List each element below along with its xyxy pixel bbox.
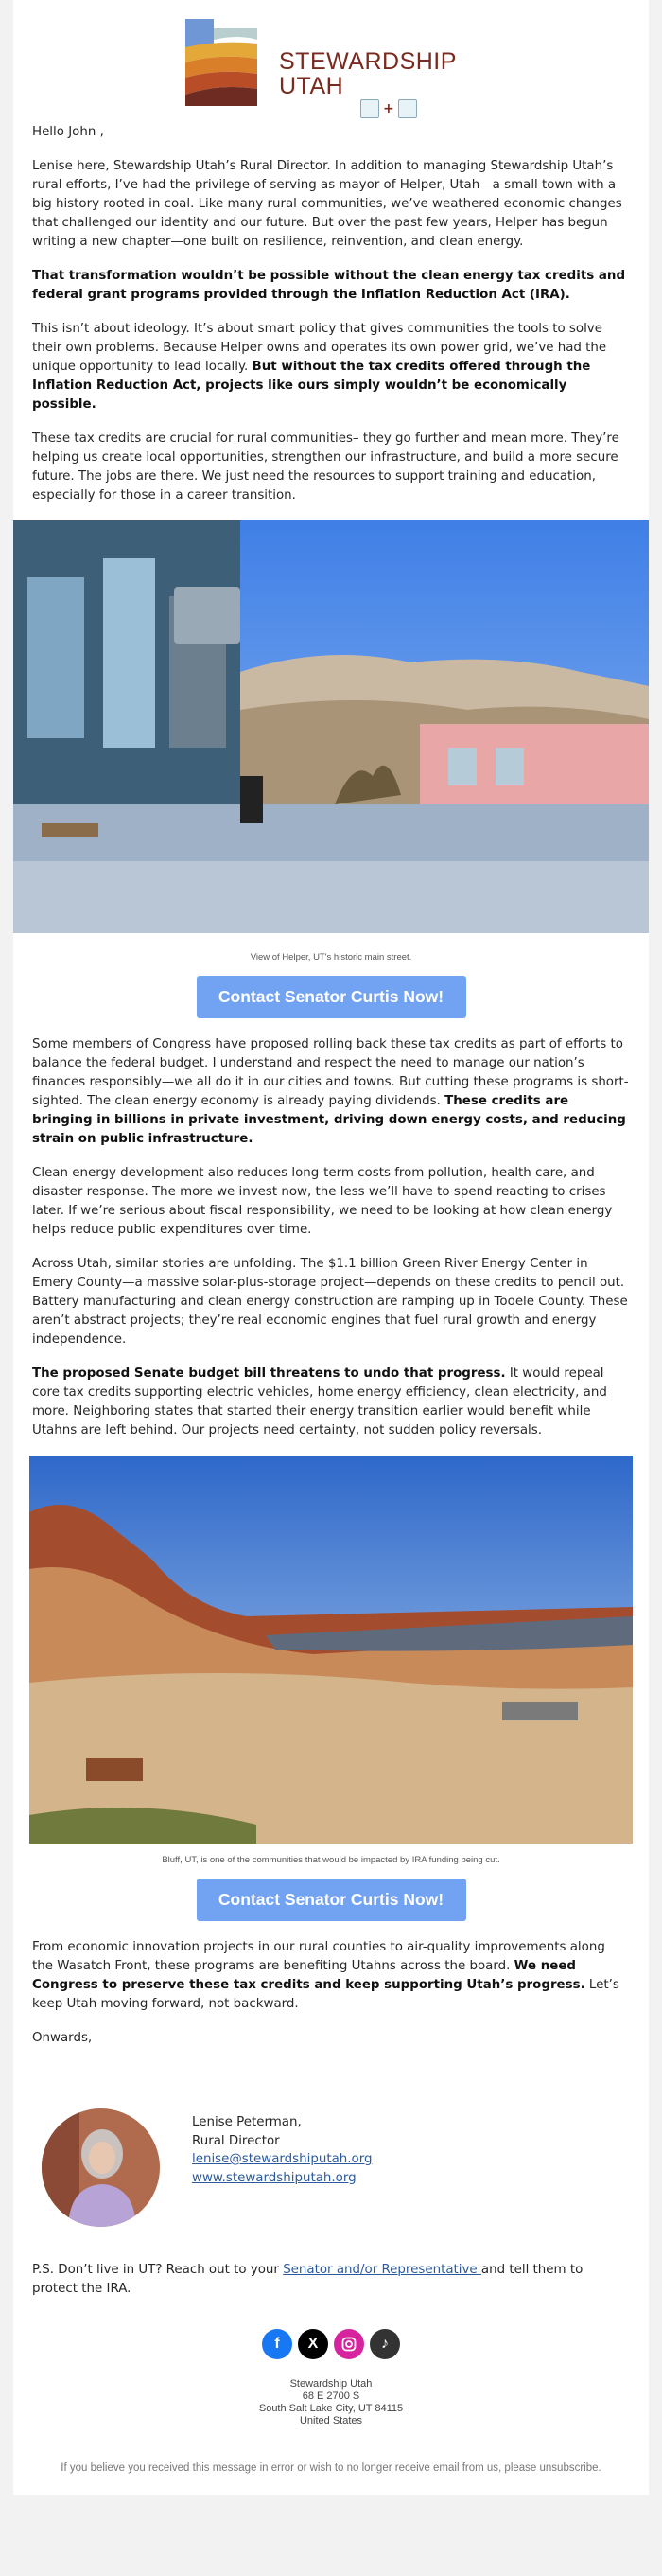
photo-caption-bluff: Bluff, UT, is one of the communities that would be impacted by IRA funding being cut. [162, 1855, 500, 1865]
partner-badge-icon [398, 99, 417, 118]
footer-street: 68 E 2700 S [302, 2391, 360, 2402]
paragraph-across-utah: Across Utah, similar stories are unfolding. The $1.1 billion Green River Energy Center in Emery County—a massive solar-plus-storage project—depends on these credits to pencil out. Battery manufacturing and clean energy construction are ramping up in Tooele County. These aren’t abstract projects; they’re real economic engines that fuel rural growth and energy independence. [32, 1257, 628, 1347]
avatar [42, 2108, 160, 2227]
paragraph-intro: Lenise here, Stewardship Utah’s Rural Director. In addition to managing Stewardship Utah’s rural efforts, I’ve had the privilege of serving as mayor of Helper, Utah—a small town with a big history rooted in coal. Like many rural communities, we’ve weathered economic changes that challenged our identity and our future. But over the past few years, Helper has begun writing a new chapter—one built on resilience, reinvention, and clean energy. [32, 159, 622, 249]
cta-container-2 [13, 1879, 649, 1938]
contact-senator-button[interactable]: Contact Senator Curtis Now! [197, 976, 466, 1018]
paragraph-closing: From economic innovation projects in our rural counties to air-quality improvements along the Wasatch Front, these programs are benefiting Utahns across the board. We need Congress to preserve these tax credits and keep supporting Utah’s progress. Let’s keep Utah moving forward, not backward. [32, 1940, 619, 2011]
footer-city: South Salt Lake City, UT 84115 [258, 2403, 404, 2414]
bluff-photo-wrap [13, 1456, 649, 1844]
signature-title: Rural Director [192, 2133, 280, 2148]
signature-block [13, 2063, 649, 2261]
postscript: P.S. Don’t live in UT? Reach out to your Senator and/or Representative and tell them to protect the IRA. [32, 2263, 584, 2296]
signature-details [192, 2113, 373, 2187]
partner-logos [360, 99, 417, 118]
paragraph-transformation: That transformation wouldn’t be possible without the clean energy tax credits and federal grant programs provided through the Inflation Reduction Act (IRA). [32, 269, 626, 302]
website-link[interactable]: www.stewardshiputah.org [192, 2170, 357, 2185]
paragraph-rural: These tax credits are crucial for rural communities– they go further and mean more. They’re helping us create local opportunities, strengthen our infrastructure, and build a more secure future. The jobs are there. We just need the resources to support training and education, especially for those in a career transition. [32, 432, 619, 503]
footer-org: Stewardship Utah [289, 2378, 373, 2390]
paragraph-costs: Clean energy development also reduces long-term costs from pollution, health care, and disaster response. The more we invest now, the less we’ll have to spend reacting to crises later. If we’re serious about fiscal responsibility, we need to be looking at how clean energy helps reduce public expenditures over time. [32, 1166, 613, 1237]
unsubscribe-notice[interactable]: If you believe you received this message in error or wish to no longer receive email from us, please unsubscribe. [61, 2462, 601, 2474]
paragraph-congress: Some members of Congress have proposed rolling back these tax credits as part of efforts to balance the federal budget. I understand and respect the need to manage our nation’s finances responsibly—we all do it in our cities and towns. But cutting these programs is short-sighted. The clean energy economy is already paying dividends. These credits are bringing in billions in private investment, driving down energy costs, and reducing strain on public infrastructure. [32, 1037, 629, 1146]
helper-main-street-photo [13, 520, 649, 933]
bluff-landscape-photo [29, 1456, 633, 1844]
footer-address [13, 2378, 649, 2461]
paragraph-ideology: This isn’t about ideology. It’s about smart policy that gives communities the tools to solve their own problems. Because Helper owns and operates its own power grid, we’ve had the unique opportunity to lead locally. But without the tax credits offered through the Inflation Reduction Act, projects like ours simply wouldn’t be economically possible. [32, 322, 607, 412]
tiktok-icon[interactable]: ♪ [370, 2329, 400, 2359]
signature-name: Lenise Peterman, [192, 2115, 302, 2129]
rural-utah-project-icon [360, 99, 379, 118]
x-icon[interactable]: X [298, 2329, 328, 2359]
email-link[interactable]: lenise@stewardshiputah.org [192, 2152, 373, 2166]
brand-wordmark [279, 49, 457, 98]
brand-line-1: STEWARDSHIP [279, 48, 457, 75]
closing-section [13, 1938, 649, 2048]
policy-section [13, 1035, 649, 1440]
email-body [13, 0, 649, 2495]
brand-line-2: UTAH [279, 73, 344, 99]
greeting: Hello John , [32, 125, 104, 139]
header-logo [13, 0, 649, 117]
social-links [13, 2299, 649, 2378]
sign-off: Onwards, [32, 2031, 93, 2045]
photo-caption-helper: View of Helper, UT's historic main street. [250, 952, 412, 962]
instagram-icon[interactable] [334, 2329, 364, 2359]
stewardship-utah-logo-icon [182, 19, 263, 108]
contact-senator-button-2[interactable]: Contact Senator Curtis Now! [197, 1879, 466, 1921]
intro-section [13, 123, 649, 505]
paragraph-senate-bill: The proposed Senate budget bill threatens to undo that progress. It would repeal core tax credits supporting electric vehicles, home energy efficiency, clean electricity, and more. Neighboring states that started their energy transition earlier would benefit while Utahns are left behind. Our projects need certainty, not sudden policy reversals. [32, 1367, 607, 1438]
footer-country: United States [299, 2415, 363, 2426]
facebook-icon[interactable]: f [262, 2329, 292, 2359]
lenise-portrait-image [42, 2108, 160, 2227]
plus-icon: + [383, 101, 394, 116]
senator-representative-link[interactable]: Senator and/or Representative [283, 2263, 481, 2277]
cta-container-1 [13, 976, 649, 1035]
